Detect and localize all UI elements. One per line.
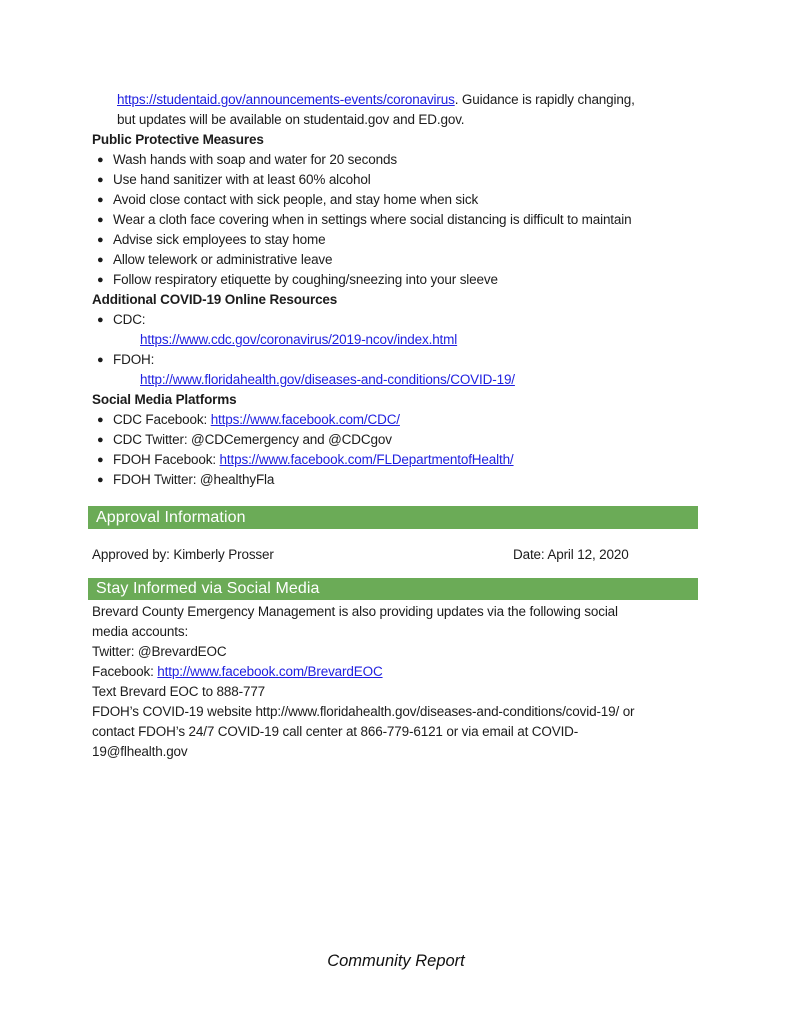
bullet-text: Follow respiratory etiquette by coughing/sneezing into your sleeve bbox=[113, 272, 498, 287]
bullet-icon: ● bbox=[97, 234, 104, 246]
bullet-text bbox=[113, 410, 700, 430]
bullet-icon: ● bbox=[97, 174, 104, 186]
stay-line-1 bbox=[92, 602, 700, 622]
fdoh-link-line bbox=[92, 370, 700, 390]
bullet-item-cdc bbox=[92, 310, 700, 330]
stay-text-line bbox=[92, 682, 700, 702]
bullet-icon: ● bbox=[97, 214, 104, 226]
stay-line-1-text: Brevard County Emergency Management is also providing updates via the following social bbox=[92, 604, 618, 619]
studentaid-paragraph bbox=[92, 90, 700, 130]
bullet-item-sanitizer bbox=[92, 170, 700, 190]
heading-public-protective-measures: Public Protective Measures bbox=[92, 132, 264, 147]
stay-fdoh-line-3-text: 19@flhealth.gov bbox=[92, 744, 188, 759]
bullet-text: FDOH: bbox=[113, 352, 155, 367]
bullet-item-advise-sick bbox=[92, 230, 700, 250]
bullet-text: CDC: bbox=[113, 312, 146, 327]
stay-informed-banner bbox=[88, 578, 698, 600]
stay-fdoh-line-1-text: FDOH’s COVID-19 website http://www.floridahealth.gov/diseases-and-conditions/covid-19/ or bbox=[92, 704, 635, 719]
bullet-text bbox=[113, 470, 700, 490]
bullet-prefix: CDC Facebook: bbox=[113, 412, 211, 427]
cdc-facebook-link[interactable]: https://www.facebook.com/CDC/ bbox=[210, 412, 400, 427]
bullet-icon: ● bbox=[97, 354, 104, 366]
bullet-text bbox=[113, 450, 700, 470]
bullet-item-fdoh bbox=[92, 350, 700, 370]
stay-fdoh-line-2 bbox=[92, 722, 700, 742]
cdc-link[interactable]: https://www.cdc.gov/coronavirus/2019-ncov/index.html bbox=[140, 332, 458, 347]
brevard-facebook-link[interactable]: http://www.facebook.com/BrevardEOC bbox=[157, 664, 383, 679]
bullet-item-face-covering bbox=[92, 210, 700, 230]
document-content bbox=[92, 90, 700, 762]
heading-social-media-platforms: Social Media Platforms bbox=[92, 392, 237, 407]
approval-row bbox=[92, 545, 700, 565]
bullet-item-telework bbox=[92, 250, 700, 270]
bullet-text: Avoid close contact with sick people, and stay home when sick bbox=[113, 192, 479, 207]
bullet-item-cdc-facebook bbox=[92, 410, 700, 430]
bullet-item-fdoh-facebook bbox=[92, 450, 700, 470]
stay-informed-banner-label: Stay Informed via Social Media bbox=[96, 580, 320, 597]
bullet-text: Advise sick employees to stay home bbox=[113, 232, 326, 247]
bullet-icon: ● bbox=[97, 414, 104, 426]
bullet-text: Wear a cloth face covering when in settings where social distancing is difficult to maintain bbox=[113, 212, 632, 227]
bullet-item-cdc-twitter bbox=[92, 430, 700, 450]
bullet-icon: ● bbox=[97, 154, 104, 166]
stay-text-line-text: Text Brevard EOC to 888-777 bbox=[92, 684, 266, 699]
fdoh-facebook-link[interactable]: https://www.facebook.com/FLDepartmentofHealth/ bbox=[219, 452, 514, 467]
bullet-icon: ● bbox=[97, 434, 104, 446]
bullet-icon: ● bbox=[97, 254, 104, 266]
footer-community-report: Community Report bbox=[327, 952, 465, 970]
bullet-icon: ● bbox=[97, 474, 104, 486]
bullet-prefix: FDOH Twitter: @healthyFla bbox=[113, 472, 275, 487]
bullet-icon: ● bbox=[97, 274, 104, 286]
bullet-item-wash-hands bbox=[92, 150, 700, 170]
heading-additional-resources: Additional COVID-19 Online Resources bbox=[92, 292, 338, 307]
bullet-icon: ● bbox=[97, 314, 104, 326]
bullet-text: Allow telework or administrative leave bbox=[113, 252, 333, 267]
cdc-link-line bbox=[92, 330, 700, 350]
stay-line-2-text: media accounts: bbox=[92, 624, 189, 639]
fdoh-link[interactable]: http://www.floridahealth.gov/diseases-and-conditions/COVID-19/ bbox=[140, 372, 515, 387]
intro-line-2-text: but updates will be available on studentaid.gov and ED.gov. bbox=[117, 112, 465, 127]
intro-line-1 bbox=[117, 90, 700, 110]
stay-facebook-line bbox=[92, 662, 700, 682]
approval-date-text: Date: April 12, 2020 bbox=[513, 547, 629, 562]
stay-twitter-text: Twitter: @BrevardEOC bbox=[92, 644, 227, 659]
bullet-icon: ● bbox=[97, 194, 104, 206]
approved-by-text: Approved by: Kimberly Prosser bbox=[92, 547, 274, 562]
bullet-text bbox=[113, 430, 700, 450]
approval-information-banner bbox=[88, 506, 698, 529]
stay-fdoh-line-1 bbox=[92, 702, 700, 722]
stay-facebook-prefix: Facebook: bbox=[92, 664, 158, 679]
studentaid-link[interactable]: https://studentaid.gov/announcements-events/coronavirus bbox=[117, 92, 455, 107]
bullet-item-fdoh-twitter bbox=[92, 470, 700, 490]
bullet-item-etiquette bbox=[92, 270, 700, 290]
stay-informed-paragraph bbox=[92, 602, 700, 762]
stay-twitter-line bbox=[92, 642, 700, 662]
bullet-text: Wash hands with soap and water for 20 seconds bbox=[113, 152, 397, 167]
stay-line-2 bbox=[92, 622, 700, 642]
intro-line-1-text: . Guidance is rapidly changing, bbox=[454, 92, 635, 107]
approval-banner-label: Approval Information bbox=[96, 509, 246, 526]
bullet-icon: ● bbox=[97, 454, 104, 466]
bullet-prefix: CDC Twitter: @CDCemergency and @CDCgov bbox=[113, 432, 392, 447]
bullet-item-avoid-contact bbox=[92, 190, 700, 210]
intro-line-2 bbox=[117, 110, 700, 130]
bullet-prefix: FDOH Facebook: bbox=[113, 452, 220, 467]
stay-fdoh-line-2-text: contact FDOH’s 24/7 COVID-19 call center at 866-779-6121 or via email at COVID- bbox=[92, 724, 579, 739]
stay-fdoh-line-3 bbox=[92, 742, 700, 762]
bullet-text: Use hand sanitizer with at least 60% alcohol bbox=[113, 172, 371, 187]
